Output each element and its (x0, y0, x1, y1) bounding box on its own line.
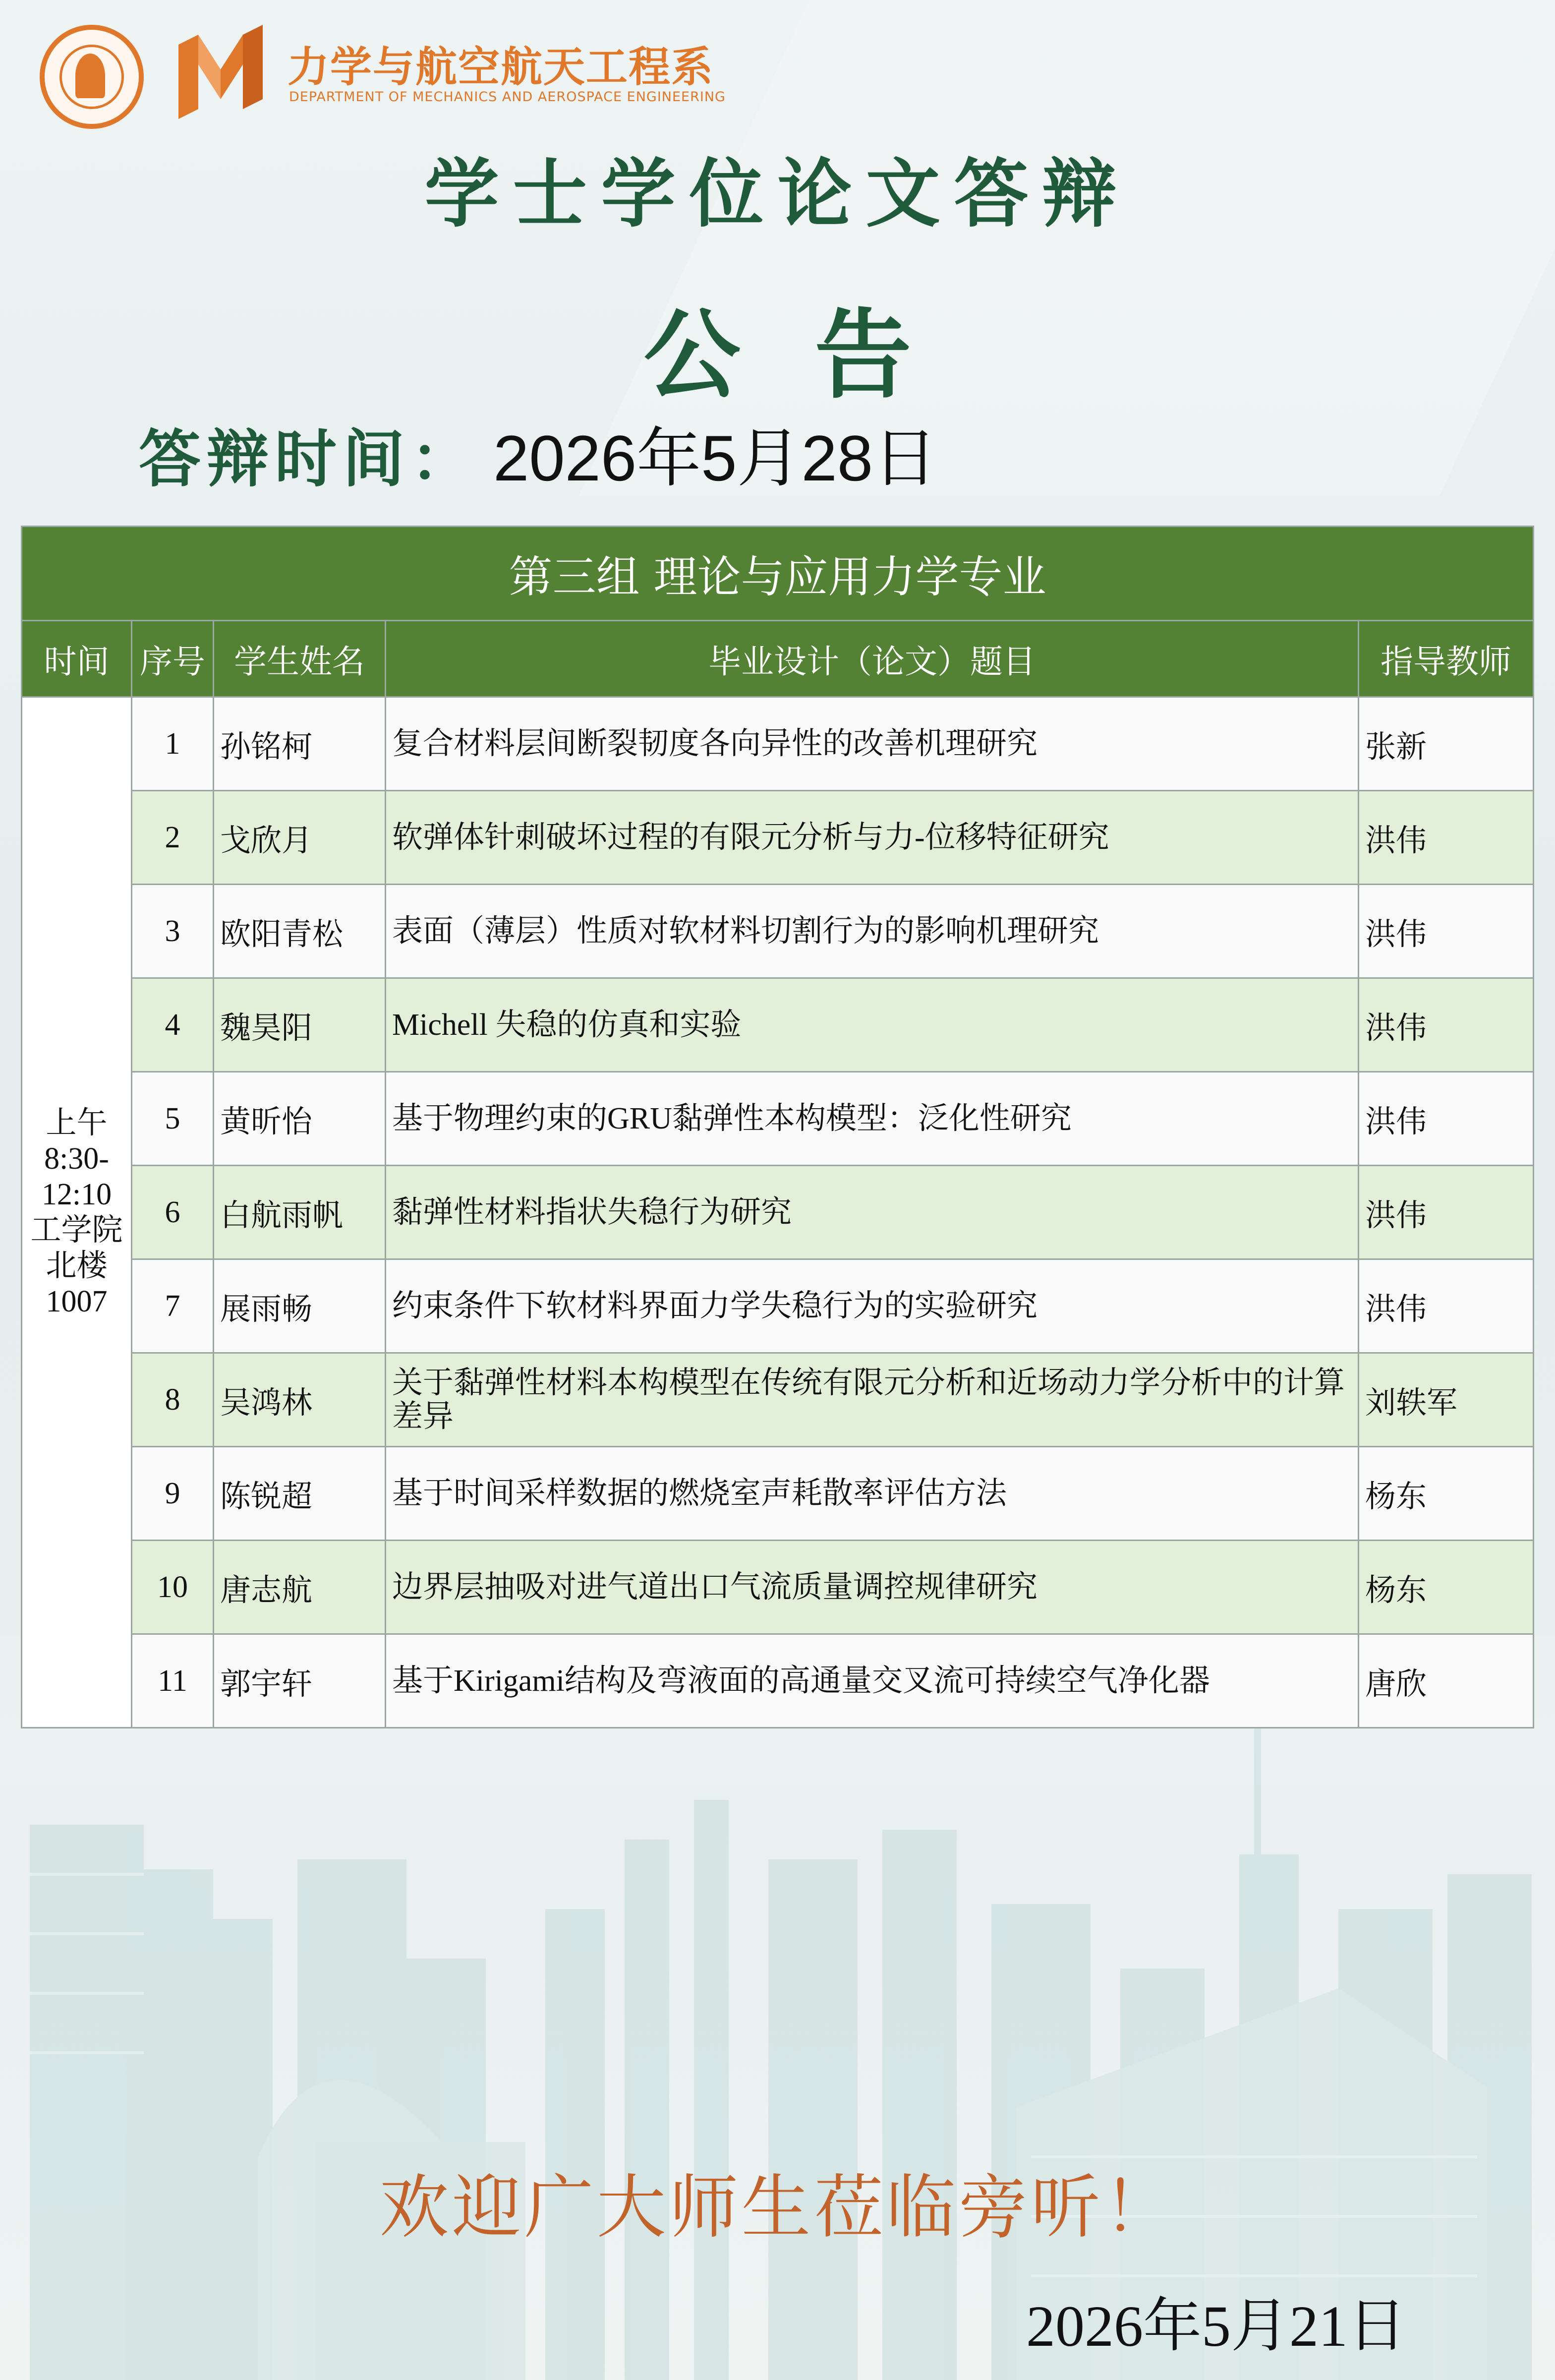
table-row (22, 791, 1534, 885)
student-name: 陈锐超 (214, 1447, 386, 1541)
advisor-name: 洪伟 (1359, 885, 1534, 978)
advisor-name: 刘轶军 (1359, 1353, 1534, 1447)
table-row (22, 697, 1534, 791)
student-name: 郭宇轩 (214, 1634, 386, 1728)
row-number: 7 (132, 1259, 214, 1353)
table-row (22, 1353, 1534, 1447)
advisor-name: 洪伟 (1359, 978, 1534, 1072)
table-row (22, 978, 1534, 1072)
defense-time-label: 答辩时间： (139, 423, 478, 495)
table-row (22, 1634, 1534, 1728)
page-title: 学士学位论文答辩 (424, 151, 1131, 238)
column-header-student: 学生姓名 (214, 621, 386, 697)
group-title-row (22, 527, 1534, 621)
column-header-time: 时间 (22, 621, 132, 697)
column-header-topic: 毕业设计（论文）题目 (386, 621, 1359, 697)
student-name: 白航雨帆 (214, 1166, 386, 1259)
department-m-logo (178, 25, 263, 119)
column-header-advisor: 指导教师 (1359, 621, 1534, 697)
row-number: 3 (132, 885, 214, 978)
thesis-topic: 基于Kirigami结构及弯液面的高通量交叉流可持续空气净化器 (386, 1634, 1359, 1728)
row-number: 11 (132, 1634, 214, 1728)
row-number: 9 (132, 1447, 214, 1541)
advisor-name: 张新 (1359, 697, 1534, 791)
torch-icon (75, 54, 105, 98)
student-name: 展雨畅 (214, 1259, 386, 1353)
advisor-name: 杨东 (1359, 1447, 1534, 1541)
department-name-en: DEPARTMENT OF MECHANICS AND AEROSPACE ENGINEERING (289, 89, 726, 105)
thesis-topic: 关于黏弹性材料本构模型在传统有限元分析和近场动力学分析中的计算差异 (386, 1353, 1359, 1447)
student-name: 吴鸿林 (214, 1353, 386, 1447)
row-number: 2 (132, 791, 214, 885)
advisor-name: 杨东 (1359, 1541, 1534, 1634)
welcome-message: 欢迎广大师生莅临旁听！ (379, 2167, 1176, 2248)
announcement-date: 2026年5月21日 (1026, 2294, 1406, 2359)
thesis-topic: 软弹体针刺破坏过程的有限元分析与力-位移特征研究 (386, 791, 1359, 885)
session-room: 1007 (46, 1285, 108, 1318)
advisor-name: 洪伟 (1359, 1166, 1534, 1259)
column-header-number: 序号 (132, 621, 214, 697)
group-title: 第三组 理论与应用力学专业 (22, 527, 1534, 621)
row-number: 10 (132, 1541, 214, 1634)
header (35, 15, 729, 139)
advisor-name: 洪伟 (1359, 1072, 1534, 1166)
thesis-topic: 表面（薄层）性质对软材料切割行为的影响机理研究 (386, 885, 1359, 978)
table-row (22, 1259, 1534, 1353)
student-name: 魏昊阳 (214, 978, 386, 1072)
row-number: 1 (132, 697, 214, 791)
department-name-cn: 力学与航空航天工程系 (288, 43, 714, 91)
session-time-location (22, 697, 132, 1728)
schedule-table (21, 526, 1534, 1728)
session-start: 8:30- (44, 1142, 109, 1176)
student-name: 黄昕怡 (214, 1072, 386, 1166)
session-building: 工学院 (30, 1213, 123, 1247)
university-seal-logo (40, 25, 144, 129)
table-row (22, 1541, 1534, 1634)
session-end: 12:10 (41, 1178, 112, 1211)
thesis-topic: 基于时间采样数据的燃烧室声耗散率评估方法 (386, 1447, 1359, 1541)
table-header-row (22, 621, 1534, 697)
defense-time-value: 2026年5月28日 (493, 422, 938, 494)
table-row (22, 885, 1534, 978)
thesis-topic: Michell 失稳的仿真和实验 (386, 978, 1359, 1072)
advisor-name: 洪伟 (1359, 1259, 1534, 1353)
session-period: 上午 (46, 1106, 108, 1140)
thesis-topic: 基于物理约束的GRU黏弹性本构模型：泛化性研究 (386, 1072, 1359, 1166)
row-number: 6 (132, 1166, 214, 1259)
thesis-topic: 复合材料层间断裂韧度各向异性的改善机理研究 (386, 697, 1359, 791)
table-row (22, 1072, 1534, 1166)
student-name: 欧阳青松 (214, 885, 386, 978)
student-name: 孙铭柯 (214, 697, 386, 791)
session-wing: 北楼 (46, 1249, 108, 1283)
advisor-name: 洪伟 (1359, 791, 1534, 885)
student-name: 戈欣月 (214, 791, 386, 885)
row-number: 8 (132, 1353, 214, 1447)
thesis-topic: 约束条件下软材料界面力学失稳行为的实验研究 (386, 1259, 1359, 1353)
page-subtitle: 公告 (643, 299, 986, 412)
advisor-name: 唐欣 (1359, 1634, 1534, 1728)
row-number: 5 (132, 1072, 214, 1166)
defense-time (139, 407, 937, 499)
thesis-topic: 边界层抽吸对进气道出口气流质量调控规律研究 (386, 1541, 1359, 1634)
row-number: 4 (132, 978, 214, 1072)
table-row (22, 1166, 1534, 1259)
table-row (22, 1447, 1534, 1541)
student-name: 唐志航 (214, 1541, 386, 1634)
thesis-topic: 黏弹性材料指状失稳行为研究 (386, 1166, 1359, 1259)
